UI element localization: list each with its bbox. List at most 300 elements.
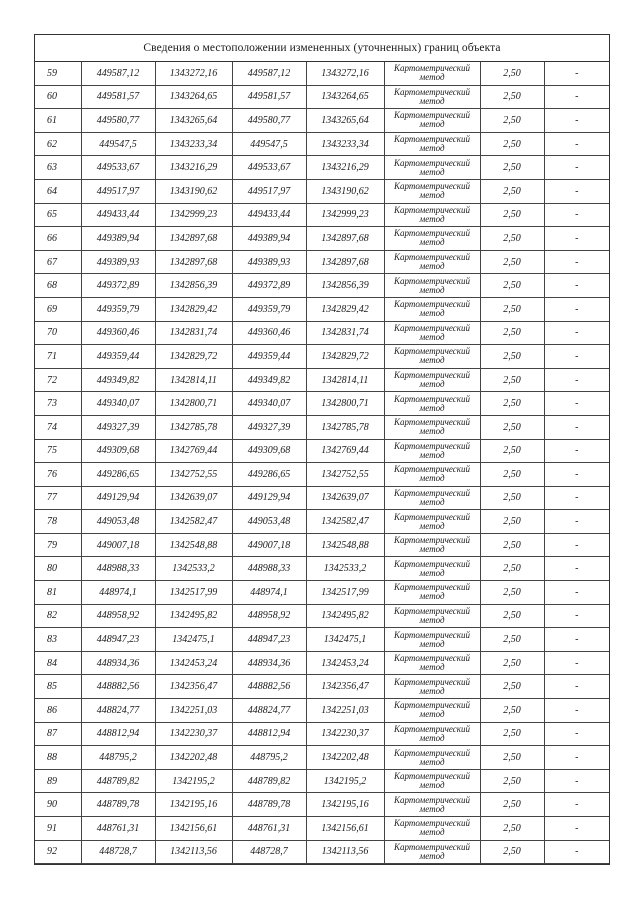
method-line2: метод [419,827,445,838]
method-cell [384,227,480,251]
document-sheet [34,34,610,865]
refined-x-cell: 449389,94 [232,227,306,251]
method-cell [384,817,480,841]
existing-y-cell: 1343264,65 [155,85,232,109]
refined-y-cell: 1343264,65 [306,85,384,109]
point-number-cell: 77 [35,486,81,510]
table-title: Сведения о местоположении измененных (уточненных) границ объекта [35,35,609,62]
table-row [35,203,609,227]
table-row [35,85,609,109]
method-cell [384,203,480,227]
refined-y-cell: 1342548,88 [306,533,384,557]
note-cell: - [544,604,609,628]
note-cell: - [544,557,609,581]
method-cell [384,746,480,770]
refined-x-cell: 449587,12 [232,62,306,85]
method-line2: метод [419,662,445,673]
point-number-cell: 79 [35,533,81,557]
accuracy-cell: 2,50 [480,203,544,227]
point-number-cell: 60 [35,85,81,109]
table-row [35,746,609,770]
refined-y-cell: 1342800,71 [306,392,384,416]
method-cell [384,297,480,321]
existing-y-cell: 1342195,2 [155,769,232,793]
point-number-cell: 80 [35,557,81,581]
existing-y-cell: 1342495,82 [155,604,232,628]
method-line1: Картометрический [393,252,470,263]
existing-y-cell: 1342356,47 [155,675,232,699]
note-cell: - [544,675,609,699]
refined-x-cell: 449327,39 [232,415,306,439]
refined-x-cell: 449581,57 [232,85,306,109]
method-line1: Картометрический [393,818,470,829]
point-number-cell: 82 [35,604,81,628]
existing-x-cell: 449360,46 [81,321,155,345]
coordinates-table [35,62,609,864]
point-number-cell: 69 [35,297,81,321]
accuracy-cell: 2,50 [480,557,544,581]
method-line2: метод [419,72,445,83]
refined-y-cell: 1342829,72 [306,345,384,369]
point-number-cell: 73 [35,392,81,416]
table-row [35,109,609,133]
accuracy-cell: 2,50 [480,675,544,699]
method-line1: Картометрический [393,511,470,522]
table-row [35,581,609,605]
existing-x-cell: 449007,18 [81,533,155,557]
refined-x-cell: 449433,44 [232,203,306,227]
existing-x-cell: 449581,57 [81,85,155,109]
method-cell [384,699,480,723]
accuracy-cell: 2,50 [480,321,544,345]
existing-x-cell: 449053,48 [81,510,155,534]
existing-y-cell: 1342639,07 [155,486,232,510]
refined-x-cell: 448958,92 [232,604,306,628]
refined-x-cell: 448795,2 [232,746,306,770]
method-line2: метод [419,709,445,720]
table-row [35,840,609,864]
note-cell: - [544,628,609,652]
method-line1: Картометрический [393,86,470,97]
refined-y-cell: 1343272,16 [306,62,384,85]
method-cell [384,368,480,392]
note-cell: - [544,817,609,841]
accuracy-cell: 2,50 [480,227,544,251]
note-cell: - [544,793,609,817]
method-cell [384,840,480,864]
accuracy-cell: 2,50 [480,486,544,510]
method-line2: метод [419,756,445,767]
table-row [35,675,609,699]
table-row [35,250,609,274]
method-line1: Картометрический [393,440,470,451]
existing-y-cell: 1342202,48 [155,746,232,770]
existing-y-cell: 1343216,29 [155,156,232,180]
method-line2: метод [419,119,445,130]
refined-y-cell: 1342831,74 [306,321,384,345]
point-number-cell: 90 [35,793,81,817]
method-line1: Картометрический [393,275,470,286]
method-line1: Картометрический [393,582,470,593]
table-row [35,62,609,85]
point-number-cell: 62 [35,132,81,156]
accuracy-cell: 2,50 [480,297,544,321]
table-row [35,368,609,392]
accuracy-cell: 2,50 [480,817,544,841]
method-cell [384,156,480,180]
refined-x-cell: 448988,33 [232,557,306,581]
table-row [35,439,609,463]
table-row [35,132,609,156]
existing-x-cell: 449129,94 [81,486,155,510]
existing-x-cell: 448795,2 [81,746,155,770]
method-line1: Картометрический [393,322,470,333]
existing-y-cell: 1342785,78 [155,415,232,439]
note-cell: - [544,179,609,203]
point-number-cell: 83 [35,628,81,652]
refined-x-cell: 448882,56 [232,675,306,699]
refined-y-cell: 1342251,03 [306,699,384,723]
table-row [35,463,609,487]
point-number-cell: 85 [35,675,81,699]
accuracy-cell: 2,50 [480,746,544,770]
refined-x-cell: 448934,36 [232,651,306,675]
method-line2: метод [419,803,445,814]
table-row [35,557,609,581]
existing-x-cell: 449389,94 [81,227,155,251]
accuracy-cell: 2,50 [480,510,544,534]
accuracy-cell: 2,50 [480,769,544,793]
point-number-cell: 78 [35,510,81,534]
method-cell [384,274,480,298]
refined-y-cell: 1342113,56 [306,840,384,864]
refined-y-cell: 1342856,39 [306,274,384,298]
refined-y-cell: 1342475,1 [306,628,384,652]
point-number-cell: 74 [35,415,81,439]
refined-x-cell: 448789,82 [232,769,306,793]
method-line1: Картометрический [393,464,470,475]
point-number-cell: 66 [35,227,81,251]
refined-y-cell: 1342533,2 [306,557,384,581]
table-row [35,321,609,345]
refined-y-cell: 1342356,47 [306,675,384,699]
refined-y-cell: 1342202,48 [306,746,384,770]
note-cell: - [544,297,609,321]
existing-x-cell: 449389,93 [81,250,155,274]
method-line1: Картометрический [393,535,470,546]
accuracy-cell: 2,50 [480,132,544,156]
method-line2: метод [419,496,445,507]
refined-y-cell: 1342495,82 [306,604,384,628]
refined-y-cell: 1342785,78 [306,415,384,439]
method-line2: метод [419,331,445,342]
method-line1: Картометрический [393,228,470,239]
note-cell: - [544,227,609,251]
accuracy-cell: 2,50 [480,463,544,487]
refined-y-cell: 1342897,68 [306,250,384,274]
existing-x-cell: 448761,31 [81,817,155,841]
point-number-cell: 61 [35,109,81,133]
existing-y-cell: 1342814,11 [155,368,232,392]
refined-y-cell: 1343265,64 [306,109,384,133]
point-number-cell: 88 [35,746,81,770]
existing-y-cell: 1342453,24 [155,651,232,675]
method-cell [384,392,480,416]
existing-x-cell: 449359,79 [81,297,155,321]
method-line1: Картометрический [393,417,470,428]
existing-x-cell: 449327,39 [81,415,155,439]
note-cell: - [544,533,609,557]
existing-y-cell: 1342230,37 [155,722,232,746]
method-line2: метод [419,780,445,791]
method-cell [384,486,480,510]
accuracy-cell: 2,50 [480,722,544,746]
existing-y-cell: 1342897,68 [155,227,232,251]
existing-y-cell: 1342769,44 [155,439,232,463]
refined-x-cell: 449533,67 [232,156,306,180]
refined-x-cell: 449547,5 [232,132,306,156]
existing-y-cell: 1342752,55 [155,463,232,487]
existing-y-cell: 1343190,62 [155,179,232,203]
table-row [35,297,609,321]
accuracy-cell: 2,50 [480,604,544,628]
point-number-cell: 76 [35,463,81,487]
method-cell [384,62,480,85]
table-row [35,722,609,746]
method-line1: Картометрический [393,157,470,168]
note-cell: - [544,156,609,180]
refined-x-cell: 449053,48 [232,510,306,534]
accuracy-cell: 2,50 [480,793,544,817]
note-cell: - [544,439,609,463]
table-row [35,345,609,369]
refined-y-cell: 1342897,68 [306,227,384,251]
method-line1: Картометрический [393,393,470,404]
accuracy-cell: 2,50 [480,109,544,133]
refined-x-cell: 449286,65 [232,463,306,487]
method-cell [384,722,480,746]
accuracy-cell: 2,50 [480,156,544,180]
accuracy-cell: 2,50 [480,250,544,274]
method-line1: Картометрический [393,653,470,664]
accuracy-cell: 2,50 [480,840,544,864]
existing-y-cell: 1342517,99 [155,581,232,605]
table-row [35,651,609,675]
table-row [35,604,609,628]
existing-x-cell: 449286,65 [81,463,155,487]
refined-y-cell: 1342752,55 [306,463,384,487]
refined-x-cell: 448974,1 [232,581,306,605]
point-number-cell: 63 [35,156,81,180]
table-row [35,533,609,557]
refined-y-cell: 1343190,62 [306,179,384,203]
note-cell: - [544,415,609,439]
existing-x-cell: 448974,1 [81,581,155,605]
method-line2: метод [419,426,445,437]
method-line2: метод [419,520,445,531]
method-cell [384,109,480,133]
method-cell [384,557,480,581]
accuracy-cell: 2,50 [480,628,544,652]
table-row [35,227,609,251]
refined-x-cell: 448761,31 [232,817,306,841]
point-number-cell: 75 [35,439,81,463]
method-line1: Картометрический [393,605,470,616]
refined-x-cell: 449129,94 [232,486,306,510]
existing-x-cell: 449547,5 [81,132,155,156]
refined-x-cell: 449360,46 [232,321,306,345]
point-number-cell: 84 [35,651,81,675]
refined-x-cell: 448824,77 [232,699,306,723]
note-cell: - [544,203,609,227]
table-row [35,179,609,203]
refined-x-cell: 448728,7 [232,840,306,864]
method-cell [384,132,480,156]
refined-y-cell: 1342195,2 [306,769,384,793]
point-number-cell: 70 [35,321,81,345]
existing-x-cell: 448789,78 [81,793,155,817]
point-number-cell: 81 [35,581,81,605]
method-line1: Картометрический [393,558,470,569]
existing-x-cell: 448812,94 [81,722,155,746]
refined-y-cell: 1342582,47 [306,510,384,534]
point-number-cell: 87 [35,722,81,746]
table-row [35,415,609,439]
method-line1: Картометрический [393,629,470,640]
existing-y-cell: 1343265,64 [155,109,232,133]
note-cell: - [544,840,609,864]
existing-y-cell: 1342800,71 [155,392,232,416]
note-cell: - [544,463,609,487]
method-line1: Картометрический [393,676,470,687]
method-line2: метод [419,284,445,295]
refined-y-cell: 1343216,29 [306,156,384,180]
existing-y-cell: 1342582,47 [155,510,232,534]
table-row [35,392,609,416]
method-line1: Картометрический [393,346,470,357]
note-cell: - [544,699,609,723]
method-line2: метод [419,355,445,366]
accuracy-cell: 2,50 [480,439,544,463]
existing-y-cell: 1342548,88 [155,533,232,557]
existing-y-cell: 1342195,16 [155,793,232,817]
method-line2: метод [419,261,445,272]
point-number-cell: 71 [35,345,81,369]
method-line1: Картометрический [393,841,470,852]
refined-y-cell: 1342639,07 [306,486,384,510]
refined-x-cell: 449389,93 [232,250,306,274]
accuracy-cell: 2,50 [480,368,544,392]
accuracy-cell: 2,50 [480,62,544,85]
method-line1: Картометрический [393,63,470,74]
accuracy-cell: 2,50 [480,392,544,416]
existing-x-cell: 449372,89 [81,274,155,298]
existing-x-cell: 448789,82 [81,769,155,793]
method-line2: метод [419,402,445,413]
table-body [35,62,609,864]
existing-x-cell: 448728,7 [81,840,155,864]
point-number-cell: 59 [35,62,81,85]
refined-y-cell: 1342517,99 [306,581,384,605]
refined-x-cell: 449359,79 [232,297,306,321]
accuracy-cell: 2,50 [480,533,544,557]
note-cell: - [544,581,609,605]
method-cell [384,675,480,699]
method-cell [384,463,480,487]
point-number-cell: 92 [35,840,81,864]
method-line2: метод [419,166,445,177]
method-cell [384,85,480,109]
existing-x-cell: 448988,33 [81,557,155,581]
method-line1: Картометрический [393,110,470,121]
point-number-cell: 65 [35,203,81,227]
accuracy-cell: 2,50 [480,345,544,369]
method-line1: Картометрический [393,181,470,192]
refined-y-cell: 1342453,24 [306,651,384,675]
existing-x-cell: 448824,77 [81,699,155,723]
table-row [35,274,609,298]
note-cell: - [544,651,609,675]
point-number-cell: 72 [35,368,81,392]
refined-x-cell: 448947,23 [232,628,306,652]
refined-y-cell: 1342156,61 [306,817,384,841]
accuracy-cell: 2,50 [480,179,544,203]
method-line2: метод [419,638,445,649]
method-cell [384,321,480,345]
existing-y-cell: 1342829,42 [155,297,232,321]
existing-x-cell: 448947,23 [81,628,155,652]
refined-y-cell: 1342195,16 [306,793,384,817]
existing-y-cell: 1342999,23 [155,203,232,227]
method-cell [384,510,480,534]
method-line2: метод [419,732,445,743]
point-number-cell: 67 [35,250,81,274]
method-cell [384,533,480,557]
table-row [35,628,609,652]
method-line2: метод [419,685,445,696]
existing-x-cell: 448934,36 [81,651,155,675]
existing-x-cell: 449340,07 [81,392,155,416]
table-row [35,156,609,180]
method-cell [384,651,480,675]
method-line1: Картометрический [393,794,470,805]
note-cell: - [544,109,609,133]
existing-y-cell: 1343272,16 [155,62,232,85]
method-line2: метод [419,591,445,602]
refined-x-cell: 448812,94 [232,722,306,746]
note-cell: - [544,85,609,109]
method-cell [384,250,480,274]
refined-y-cell: 1342829,42 [306,297,384,321]
existing-x-cell: 449359,44 [81,345,155,369]
accuracy-cell: 2,50 [480,274,544,298]
method-cell [384,439,480,463]
refined-x-cell: 449007,18 [232,533,306,557]
accuracy-cell: 2,50 [480,699,544,723]
refined-x-cell: 449359,44 [232,345,306,369]
point-number-cell: 68 [35,274,81,298]
existing-x-cell: 449517,97 [81,179,155,203]
existing-x-cell: 449349,82 [81,368,155,392]
method-line2: метод [419,190,445,201]
refined-x-cell: 449340,07 [232,392,306,416]
method-line1: Картометрический [393,723,470,734]
refined-y-cell: 1342769,44 [306,439,384,463]
point-number-cell: 64 [35,179,81,203]
table-row [35,510,609,534]
note-cell: - [544,392,609,416]
note-cell: - [544,722,609,746]
